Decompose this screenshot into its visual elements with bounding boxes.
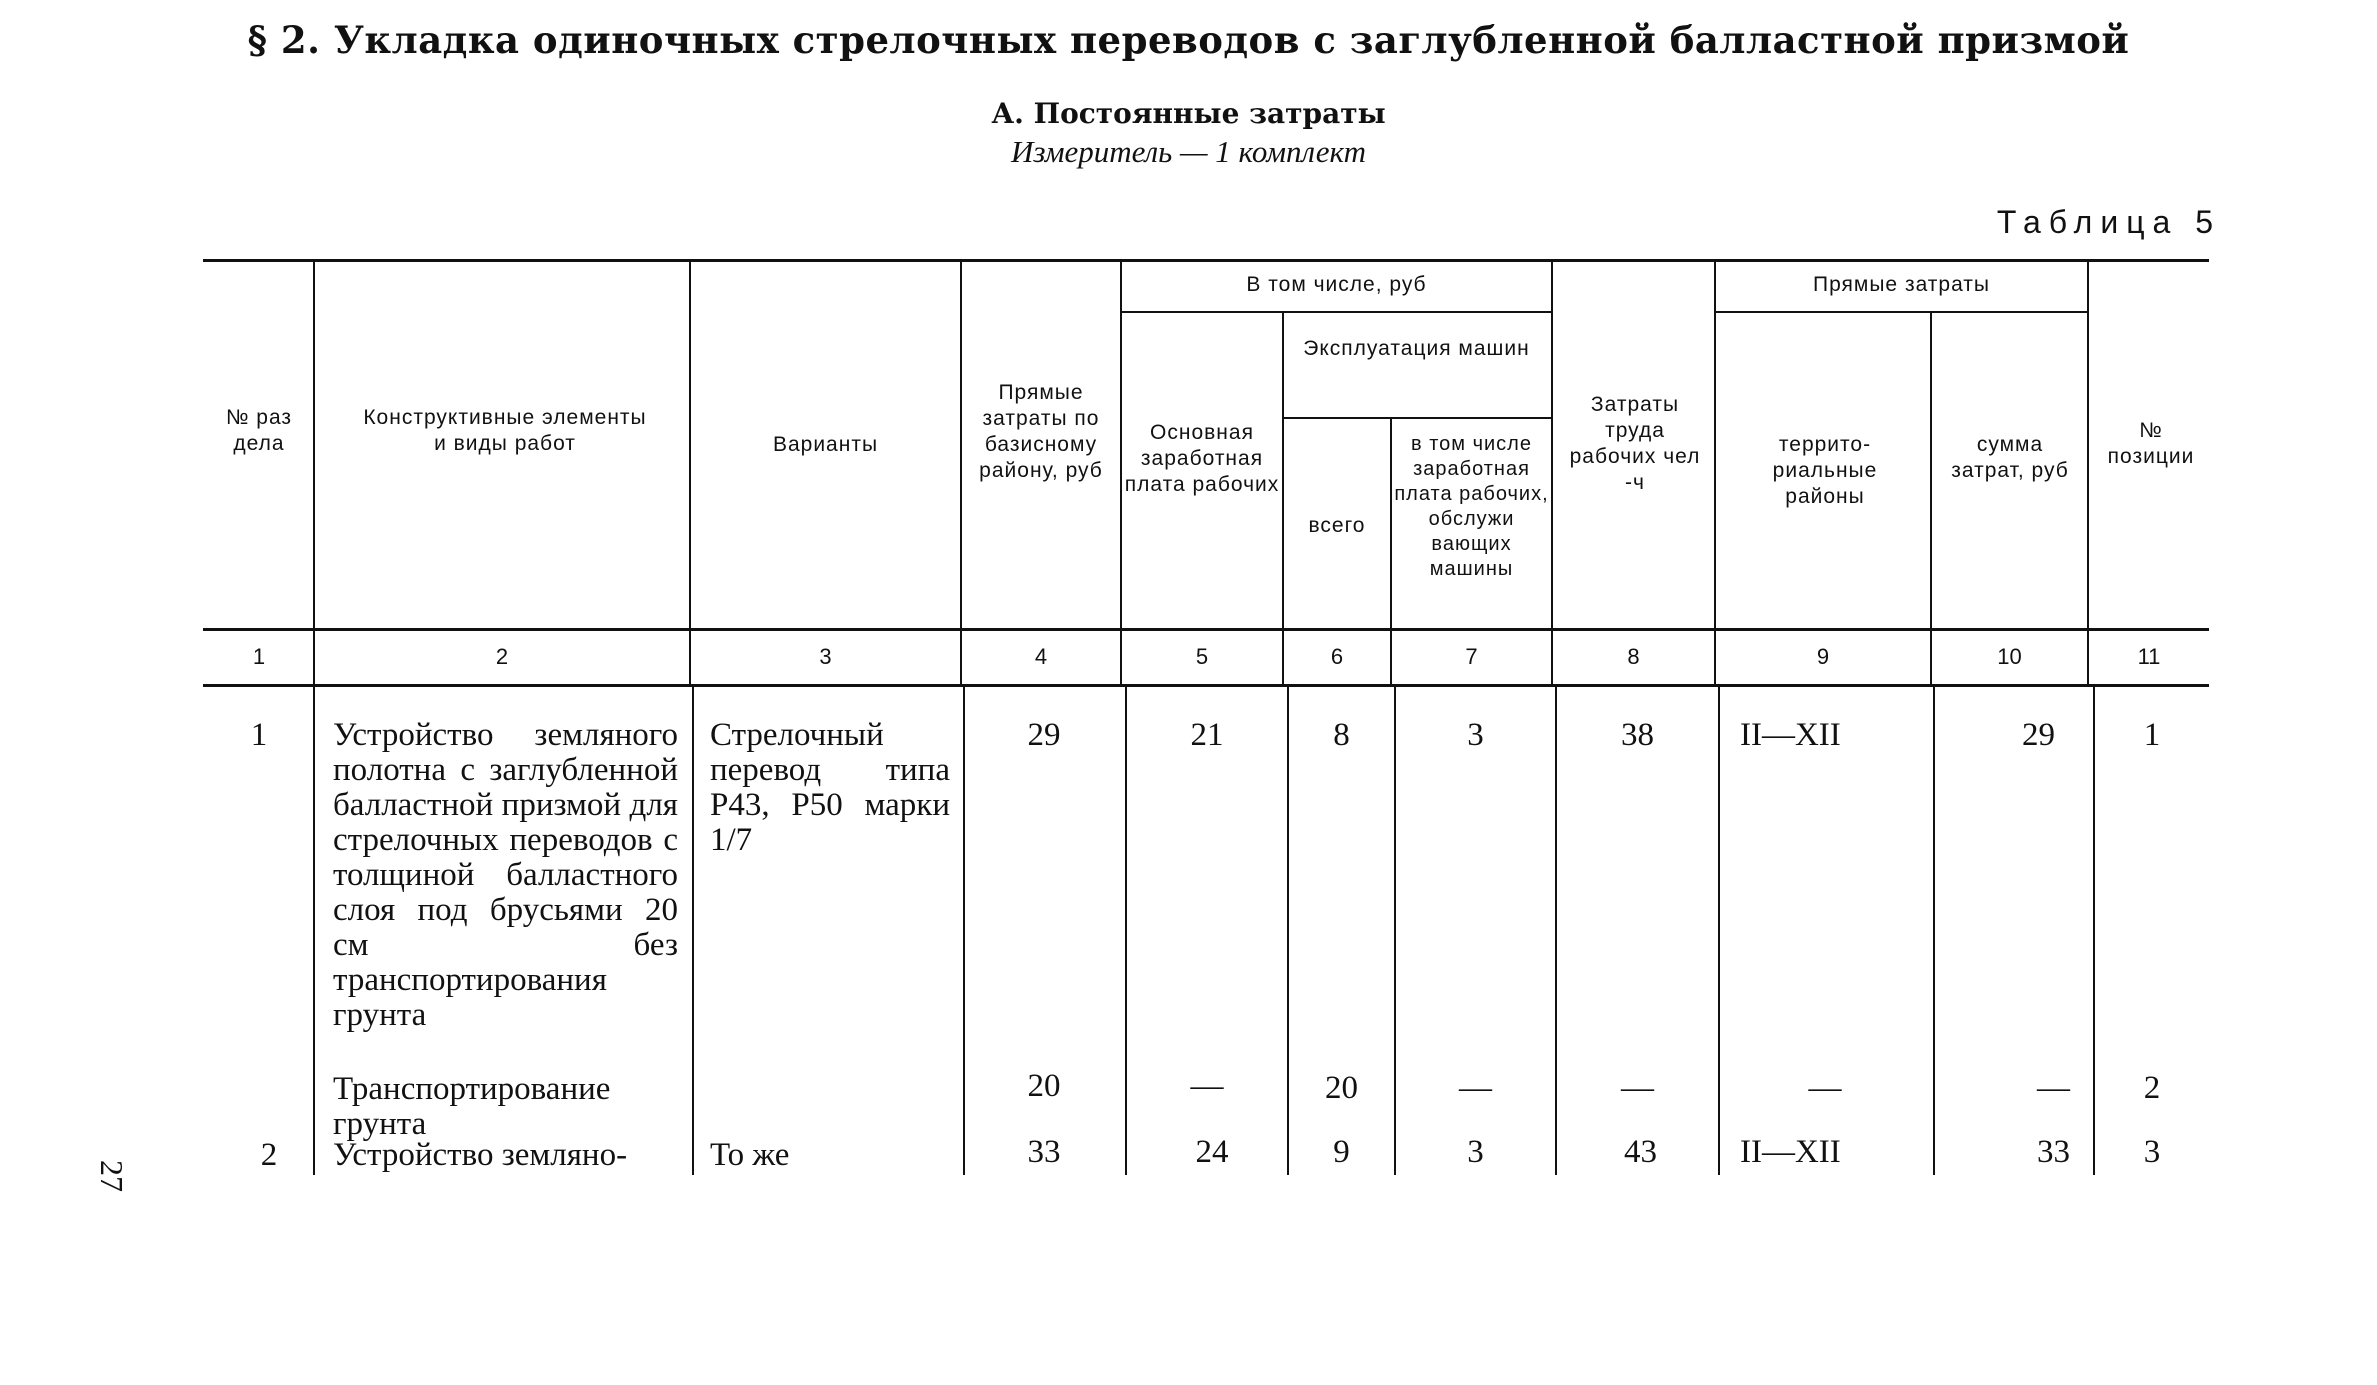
col-header-position: № позиции <box>2107 419 2195 468</box>
cell-section: 1 <box>250 717 268 753</box>
cell-sum: — <box>2037 1070 2070 1106</box>
cell-regions: — <box>1808 1070 1842 1106</box>
cell-direct: 20 <box>1027 1068 1061 1104</box>
cell-element: Устройство земляного полотна с заглубленной балластной призмой для стрелочных переводов с толщиной балластного слоя под брусьями 20 см без транспортирования грунта <box>333 717 678 1033</box>
cell-wage: — <box>1190 1068 1224 1104</box>
col-number: 1 <box>252 644 266 669</box>
cell-labor: 43 <box>1624 1134 1657 1170</box>
cell-wage: 24 <box>1195 1134 1229 1170</box>
col-number: 2 <box>495 644 509 669</box>
cell-sum: 29 <box>2022 717 2055 753</box>
cell-wage: 21 <box>1190 717 1224 753</box>
cell-machine-total: 9 <box>1333 1134 1350 1170</box>
table-label: Таблица 5 <box>1996 204 2221 240</box>
col-header-machine-wage: в том числе заработная плата рабочих, обслужи вающих машины <box>1394 433 1549 580</box>
cell-sum: 33 <box>2037 1134 2070 1170</box>
cell-direct: 29 <box>1027 717 1061 753</box>
col-number: 3 <box>819 644 832 669</box>
cell-direct: 33 <box>1027 1134 1061 1170</box>
cell-regions: II—XII <box>1740 1134 1841 1170</box>
col-number: 8 <box>1627 644 1640 669</box>
cell-position: 2 <box>2143 1070 2161 1106</box>
col-header-regions: террито- риальные районы <box>1772 433 1878 508</box>
col-number: 10 <box>1997 644 2022 669</box>
col-number: 4 <box>1034 644 1048 669</box>
cell-element: Транспортирование грунта <box>333 1071 611 1142</box>
subsection-title: А. Постоянные затраты <box>991 97 1386 130</box>
col-header-section: № раз дела <box>225 406 293 455</box>
col-header-sum: сумма затрат, руб <box>1951 433 2069 482</box>
cell-machine-wage: 3 <box>1467 1134 1484 1170</box>
group-header-machine-ops: Эксплуатация машин <box>1303 337 1530 360</box>
col-number: 11 <box>2137 644 2161 669</box>
cell-variant: То же <box>710 1137 790 1173</box>
cell-machine-total: 20 <box>1325 1070 1358 1106</box>
col-number: 6 <box>1330 644 1344 669</box>
col-header-machine-total: всего <box>1308 514 1366 537</box>
cell-labor: 38 <box>1621 717 1654 753</box>
col-header-direct-base: Прямые затраты по базисному району, руб <box>979 381 1103 482</box>
page-number: 27 <box>94 1160 130 1192</box>
col-number: 7 <box>1465 644 1478 669</box>
cell-machine-total: 8 <box>1333 717 1350 753</box>
col-header-base-wage: Основная заработная плата рабочих <box>1124 421 1280 496</box>
group-header-including: В том числе, руб <box>1246 273 1427 296</box>
cell-machine-wage: 3 <box>1467 717 1484 753</box>
cell-machine-wage: — <box>1459 1070 1492 1106</box>
col-header-variants: Варианты <box>772 433 879 456</box>
cell-position: 3 <box>2143 1134 2161 1170</box>
cell-labor: — <box>1621 1070 1654 1106</box>
col-header-labor: Затраты труда рабочих чел -ч <box>1569 393 1701 494</box>
measure-unit: Измеритель — 1 комплект <box>1010 134 1367 169</box>
col-header-elements: Конструктивные элементы и виды работ <box>363 406 647 455</box>
section-title: § 2. Укладка одиночных стрелочных переводов с заглубленной балластной призмой <box>247 18 2130 62</box>
cell-element: Устройство земляно- <box>333 1137 628 1173</box>
cell-position: 1 <box>2143 717 2161 753</box>
col-number: 5 <box>1195 644 1209 669</box>
cell-regions: II—XII <box>1740 717 1841 753</box>
group-header-direct-costs: Прямые затраты <box>1812 273 1991 296</box>
cell-variant: Стрелочный перевод типа Р43, Р50 марки 1/7 <box>710 717 950 858</box>
col-number: 9 <box>1816 644 1830 669</box>
cell-section: 2 <box>260 1137 278 1173</box>
